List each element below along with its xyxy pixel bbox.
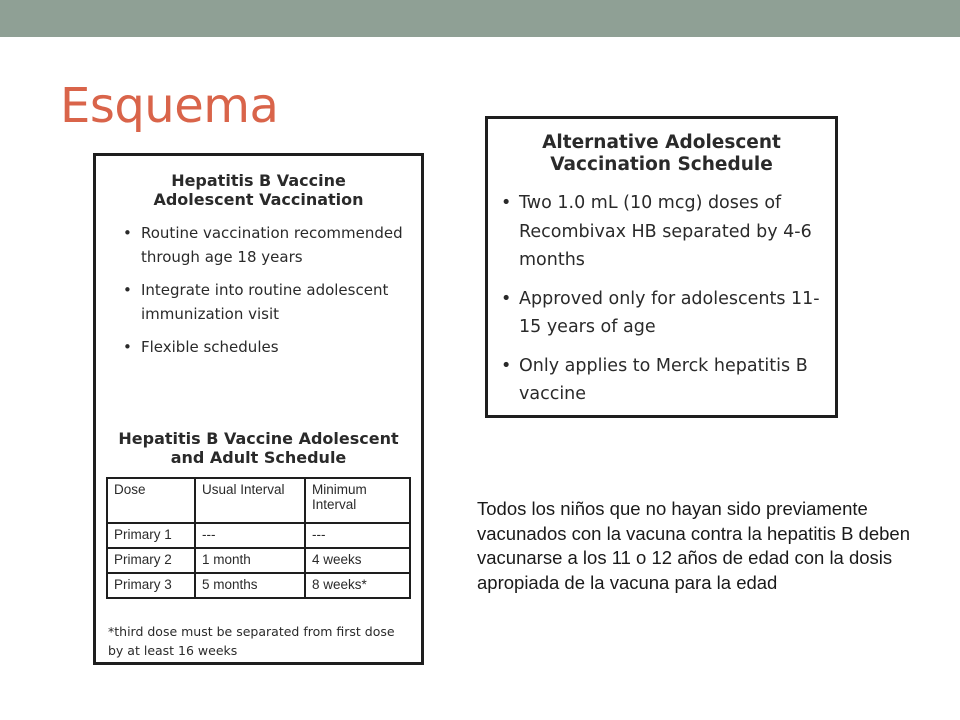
- adolescent-vaccination-heading: [96, 171, 421, 209]
- table-cell: Primary 3: [107, 573, 195, 598]
- table-cell: 1 month: [195, 548, 305, 573]
- bullet-item: • Approved only for adolescents 11-15 years of age: [519, 285, 834, 342]
- bullet-item: • Two 1.0 mL (10 mcg) doses of Recombivax HB separated by 4-6 months: [519, 189, 834, 275]
- column-header-usual-interval: Usual Interval: [195, 478, 305, 523]
- table-row: [107, 573, 410, 598]
- heading-line: Vaccination Schedule: [550, 154, 773, 175]
- schedule-heading: [96, 429, 421, 467]
- slide-title: Esquema: [60, 78, 279, 134]
- schedule-table: [106, 477, 411, 599]
- schedule-footnote: *third dose must be separated from first dose by at least 16 weeks: [108, 624, 395, 658]
- adolescent-vaccination-panel: [93, 153, 424, 665]
- alternative-schedule-panel: [485, 116, 838, 418]
- table-row: [107, 523, 410, 548]
- top-accent-band: [0, 0, 960, 37]
- heading-line: and Adult Schedule: [170, 448, 347, 467]
- heading-line: Adolescent Vaccination: [153, 190, 364, 209]
- column-header-minimum-interval: Minimum Interval: [305, 478, 410, 523]
- heading-line: Hepatitis B Vaccine Adolescent: [118, 429, 399, 448]
- table-cell: 4 weeks: [305, 548, 410, 573]
- heading-line: Alternative Adolescent: [542, 132, 781, 153]
- table-row: [107, 548, 410, 573]
- alternative-schedule-heading: [488, 132, 835, 176]
- table-cell: ---: [195, 523, 305, 548]
- table-cell: 5 months: [195, 573, 305, 598]
- table-header-row: [107, 478, 410, 523]
- bullet-item: • Only applies to Merck hepatitis B vaccine: [519, 352, 834, 409]
- table-cell: Primary 2: [107, 548, 195, 573]
- heading-line: Hepatitis B Vaccine: [171, 171, 346, 190]
- table-cell: ---: [305, 523, 410, 548]
- alternative-schedule-bullets: [519, 189, 834, 419]
- bullet-item: • Routine vaccination recommended through age 18 years: [141, 221, 421, 269]
- column-header-dose: Dose: [107, 478, 195, 523]
- adolescent-vaccination-bullets: [141, 221, 421, 368]
- table-cell: 8 weeks*: [305, 573, 410, 598]
- bullet-item: • Flexible schedules: [141, 335, 421, 359]
- bullet-item: • Integrate into routine adolescent immunization visit: [141, 278, 421, 326]
- table-cell: Primary 1: [107, 523, 195, 548]
- spanish-note-text: Todos los niños que no hayan sido previamente vacunados con la vacuna contra la hepatitis B deben vacunarse a los 11 o 12 años de edad con la dosis apropiada de la vacuna para la edad: [477, 498, 910, 593]
